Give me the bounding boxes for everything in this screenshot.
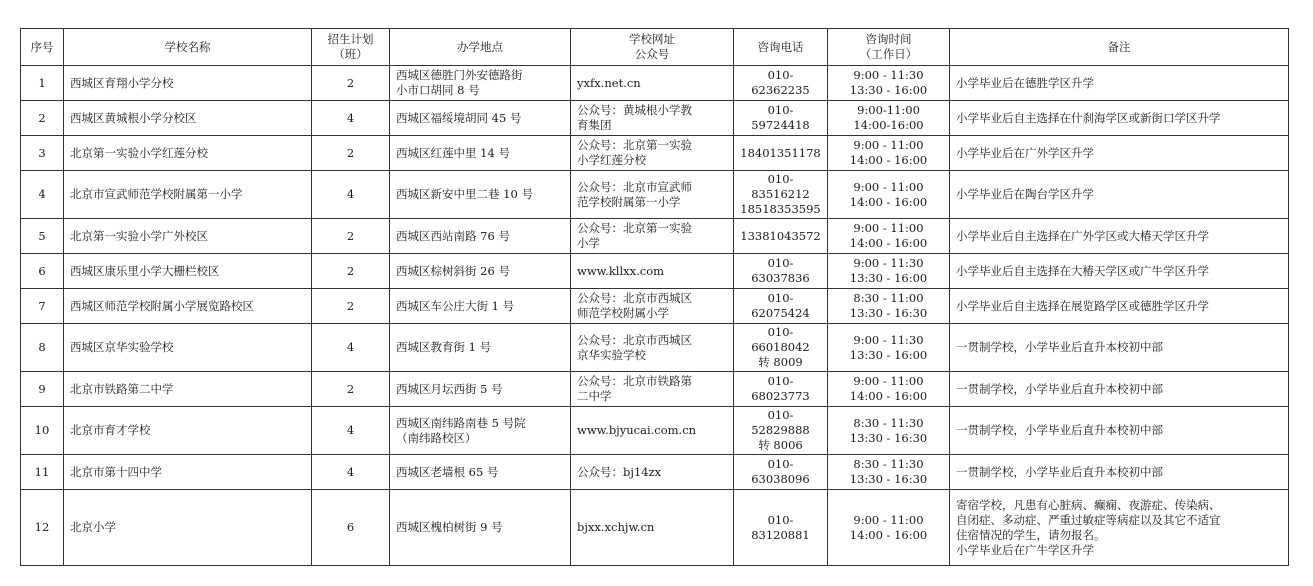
- cell-consult-time-line: 13:30 - 16:30: [849, 430, 928, 445]
- cell-website: [571, 407, 734, 455]
- cell-note-line: 小学毕业后自主选择在广外学区或大椿天学区升学: [956, 228, 1209, 243]
- table-row: [21, 372, 1289, 407]
- cell-website-line: 公众号：bj14zx: [577, 464, 662, 479]
- cell-note-line: 一贯制学校，小学毕业后直升本校初中部: [956, 464, 1163, 479]
- header-website: [571, 29, 734, 66]
- cell-seq: 7: [21, 289, 64, 324]
- cell-phone: [734, 407, 828, 455]
- cell-phone: [734, 136, 828, 171]
- cell-address: [390, 101, 571, 136]
- cell-website-line: www.bjyucai.com.cn: [577, 423, 697, 437]
- cell-address: [390, 490, 571, 566]
- cell-phone-line: 转 8006: [758, 438, 803, 452]
- cell-website: [571, 455, 734, 490]
- cell-website-line: 二中学: [577, 389, 612, 403]
- table-row: [21, 324, 1289, 372]
- cell-note-line: 一贯制学校，小学毕业后直升本校初中部: [956, 381, 1163, 396]
- cell-website: [571, 254, 734, 289]
- cell-consult-time-line: 14:00 - 16:00: [849, 236, 928, 250]
- cell-school-name: 西城区京华实验学校: [64, 324, 312, 372]
- header-note: 备注: [950, 29, 1289, 66]
- cell-enroll-plan: 2: [312, 254, 390, 289]
- table-row: [21, 136, 1289, 171]
- table-body: [21, 66, 1289, 566]
- cell-enroll-plan: 2: [312, 219, 390, 254]
- cell-website: [571, 490, 734, 566]
- cell-note: [950, 372, 1289, 407]
- cell-enroll-plan: 2: [312, 136, 390, 171]
- cell-note: [950, 490, 1289, 566]
- cell-consult-time-line: 14:00 - 16:00: [849, 194, 928, 209]
- cell-phone: [734, 101, 828, 136]
- cell-consult-time-line: 14:00 - 16:00: [849, 153, 928, 167]
- cell-address-line: 西城区福绥境胡同 45 号: [396, 110, 522, 125]
- header-address: 办学地点: [390, 29, 571, 66]
- cell-phone: [734, 372, 828, 407]
- cell-website-line: 小学红莲分校: [577, 153, 646, 167]
- cell-seq: 10: [21, 407, 64, 455]
- cell-seq: 9: [21, 372, 64, 407]
- cell-phone: [734, 324, 828, 372]
- cell-address-line: 西城区新安中里二巷 10 号: [396, 187, 533, 201]
- header-seq: 序号: [21, 29, 64, 66]
- cell-school-name: 西城区师范学校附属小学展览路校区: [64, 289, 312, 324]
- cell-consult-time-line: 9:00 - 11:00: [853, 138, 924, 152]
- cell-address: [390, 254, 571, 289]
- cell-phone-line: 010-68023773: [751, 374, 810, 403]
- header-school-name: 学校名称: [64, 29, 312, 66]
- cell-enroll-plan: 4: [312, 101, 390, 136]
- cell-consult-time-line: 9:00 - 11:30: [853, 256, 924, 270]
- cell-website-line: 公众号：黄城根小学教: [577, 103, 692, 117]
- cell-address-line: 西城区老墙根 65 号: [396, 464, 499, 479]
- cell-consult-time: [828, 219, 950, 254]
- cell-consult-time-line: 8:30 - 11:00: [853, 291, 924, 305]
- cell-phone: [734, 490, 828, 566]
- cell-note-line: 住宿情况的学生，请勿报名。: [956, 527, 1106, 542]
- cell-phone: [734, 455, 828, 490]
- cell-phone: [734, 254, 828, 289]
- cell-school-name: 北京市育才学校: [64, 407, 312, 455]
- cell-consult-time-line: 13:30 - 16:00: [849, 271, 928, 285]
- table-row: [21, 171, 1289, 219]
- cell-website: [571, 171, 734, 219]
- cell-address: [390, 372, 571, 407]
- cell-address-line: 西城区车公庄大街 1 号: [396, 298, 515, 313]
- cell-consult-time-line: 9:00 - 11:00: [853, 512, 924, 527]
- cell-website: [571, 324, 734, 372]
- cell-website-line: 公众号：北京市铁路第: [577, 374, 692, 388]
- cell-note-line: 小学毕业后在广外学区升学: [956, 145, 1094, 160]
- cell-address-line: 西城区南纬路南巷 5 号院: [396, 415, 526, 430]
- cell-address: [390, 171, 571, 219]
- cell-school-name: 北京第一实验小学红莲分校: [64, 136, 312, 171]
- cell-address-line: 西城区德胜门外安德路街: [396, 68, 523, 82]
- cell-consult-time: [828, 324, 950, 372]
- cell-address: [390, 66, 571, 101]
- cell-seq: 6: [21, 254, 64, 289]
- cell-phone-line: 13381043572: [740, 228, 821, 243]
- cell-seq: 1: [21, 66, 64, 101]
- cell-note: [950, 455, 1289, 490]
- cell-website: [571, 66, 734, 101]
- cell-consult-time-line: 13:30 - 16:00: [849, 347, 928, 362]
- cell-phone-line: 010-83516212: [751, 172, 810, 201]
- cell-address-line: （南纬路校区）: [396, 430, 477, 445]
- cell-phone-line: 转 8009: [758, 355, 803, 369]
- cell-website-line: bjxx.xchjw.cn: [577, 520, 655, 534]
- table-header-row: [21, 29, 1289, 66]
- cell-address-line: 西城区教育街 1 号: [396, 340, 492, 354]
- cell-note-line: 一贯制学校，小学毕业后直升本校初中部: [956, 423, 1163, 437]
- cell-website-line: 公众号：北京第一实验: [577, 138, 692, 152]
- cell-school-name: 西城区黄城根小学分校区: [64, 101, 312, 136]
- cell-seq: 11: [21, 455, 64, 490]
- cell-phone-line: 010-63037836: [751, 256, 810, 285]
- cell-address: [390, 136, 571, 171]
- cell-phone: [734, 289, 828, 324]
- school-enrollment-table: [20, 28, 1289, 566]
- cell-seq: 12: [21, 490, 64, 566]
- cell-phone-line: 010-63038096: [751, 457, 810, 486]
- header-enroll-plan-line2: （班）: [333, 47, 368, 61]
- table-row: [21, 407, 1289, 455]
- cell-consult-time-line: 8:30 - 11:30: [853, 457, 924, 471]
- cell-consult-time: [828, 372, 950, 407]
- cell-phone: [734, 66, 828, 101]
- cell-note: [950, 171, 1289, 219]
- cell-note: [950, 101, 1289, 136]
- cell-note-line: 一贯制学校，小学毕业后直升本校初中部: [956, 340, 1163, 354]
- cell-address-line: 西城区棕树斜街 26 号: [396, 263, 510, 278]
- table-row: [21, 66, 1289, 101]
- cell-school-name: 北京市第十四中学: [64, 455, 312, 490]
- cell-website: [571, 136, 734, 171]
- table-row: [21, 490, 1289, 566]
- table-row: [21, 101, 1289, 136]
- cell-address-line: 西城区槐柏树街 9 号: [396, 520, 503, 534]
- table-row: [21, 219, 1289, 254]
- cell-address: [390, 324, 571, 372]
- header-enroll-plan: [312, 29, 390, 66]
- table-row: [21, 289, 1289, 324]
- cell-website-line: 公众号：北京第一实验: [577, 221, 692, 235]
- cell-phone-line: 010-66018042: [751, 325, 810, 354]
- cell-consult-time: [828, 289, 950, 324]
- cell-enroll-plan: 2: [312, 289, 390, 324]
- cell-phone-line: 010-62075424: [751, 291, 810, 320]
- header-consult-time: [828, 29, 950, 66]
- cell-address-line: 西城区西站南路 76 号: [396, 228, 510, 243]
- cell-address: [390, 289, 571, 324]
- cell-consult-time-line: 14:00-16:00: [853, 118, 924, 132]
- cell-consult-time-line: 14:00 - 16:00: [849, 389, 928, 403]
- cell-phone: [734, 219, 828, 254]
- cell-note: [950, 219, 1289, 254]
- cell-enroll-plan: 4: [312, 171, 390, 219]
- cell-phone-line: 18401351178: [740, 145, 821, 160]
- header-phone: 咨询电话: [734, 29, 828, 66]
- cell-note: [950, 407, 1289, 455]
- cell-website-line: 范学校附属第一小学: [577, 194, 681, 209]
- cell-school-name: 西城区康乐里小学大栅栏校区: [64, 254, 312, 289]
- cell-note-line: 自闭症、多动症、严重过敏症等病症以及其它不适宜: [956, 512, 1221, 527]
- cell-consult-time-line: 9:00 - 11:30: [853, 68, 924, 82]
- header-consult-time-line2: （工作日）: [859, 47, 918, 61]
- cell-note-line: 小学毕业后在德胜学区升学: [956, 75, 1094, 90]
- cell-website: [571, 219, 734, 254]
- cell-note: [950, 136, 1289, 171]
- cell-enroll-plan: 2: [312, 372, 390, 407]
- cell-website-line: 公众号：北京市西城区: [577, 291, 692, 305]
- cell-address-line: 西城区红莲中里 14 号: [396, 145, 510, 160]
- cell-consult-time: [828, 455, 950, 490]
- cell-consult-time: [828, 407, 950, 455]
- cell-consult-time-line: 8:30 - 11:30: [853, 415, 924, 430]
- cell-school-name: 北京第一实验小学广外校区: [64, 219, 312, 254]
- cell-consult-time-line: 9:00-11:00: [857, 103, 920, 117]
- cell-consult-time: [828, 490, 950, 566]
- cell-address-line: 西城区月坛西街 5 号: [396, 381, 503, 396]
- cell-website-line: 京华实验学校: [577, 347, 646, 362]
- cell-consult-time: [828, 66, 950, 101]
- header-website-line1: 学校网址: [629, 32, 675, 46]
- cell-phone: [734, 171, 828, 219]
- cell-enroll-plan: 2: [312, 66, 390, 101]
- cell-phone-line: 010-62362235: [751, 68, 810, 97]
- cell-school-name: 北京市铁路第二中学: [64, 372, 312, 407]
- cell-website: [571, 372, 734, 407]
- cell-website-line: 公众号：北京市宣武师: [577, 179, 692, 194]
- cell-enroll-plan: 4: [312, 324, 390, 372]
- cell-note-line: 小学毕业后在广牛学区升学: [956, 542, 1094, 557]
- cell-address-line: 小市口胡同 8 号: [396, 83, 480, 97]
- cell-phone-line: 18518353595: [740, 202, 821, 216]
- cell-website-line: 小学: [577, 236, 600, 250]
- cell-note-line: 小学毕业后在陶台学区升学: [956, 187, 1094, 201]
- cell-website-line: 师范学校附属小学: [577, 306, 669, 320]
- table-row: [21, 455, 1289, 490]
- cell-seq: 2: [21, 101, 64, 136]
- cell-note: [950, 289, 1289, 324]
- cell-website-line: 育集团: [577, 118, 612, 132]
- cell-note-line: 小学毕业后自主选择在展览路学区或德胜学区升学: [956, 298, 1209, 313]
- cell-enroll-plan: 6: [312, 490, 390, 566]
- cell-school-name: 北京市宣武师范学校附属第一小学: [64, 171, 312, 219]
- cell-note: [950, 324, 1289, 372]
- cell-consult-time-line: 9:00 - 11:00: [853, 179, 924, 194]
- cell-website: [571, 101, 734, 136]
- cell-consult-time: [828, 136, 950, 171]
- cell-school-name: 西城区育翔小学分校: [64, 66, 312, 101]
- cell-consult-time: [828, 254, 950, 289]
- cell-consult-time-line: 9:00 - 11:30: [853, 332, 924, 347]
- header-consult-time-line1: 咨询时间: [865, 32, 912, 46]
- cell-phone-line: 010-83120881: [751, 512, 810, 542]
- cell-note-line: 寄宿学校，凡患有心脏病、癫痫、夜游症、传染病、: [956, 497, 1221, 512]
- cell-enroll-plan: 4: [312, 455, 390, 490]
- cell-consult-time-line: 13:30 - 16:30: [849, 306, 928, 320]
- cell-address: [390, 407, 571, 455]
- header-enroll-plan-line1: 招生计划: [327, 32, 374, 46]
- cell-seq: 8: [21, 324, 64, 372]
- cell-school-name: 北京小学: [64, 490, 312, 566]
- cell-note: [950, 66, 1289, 101]
- cell-address: [390, 219, 571, 254]
- cell-consult-time-line: 9:00 - 11:00: [853, 221, 924, 235]
- cell-consult-time-line: 9:00 - 11:00: [853, 374, 924, 388]
- table-row: [21, 254, 1289, 289]
- cell-consult-time-line: 13:30 - 16:00: [849, 83, 928, 97]
- cell-note: [950, 254, 1289, 289]
- cell-website: [571, 289, 734, 324]
- cell-seq: 5: [21, 219, 64, 254]
- cell-seq: 3: [21, 136, 64, 171]
- cell-enroll-plan: 4: [312, 407, 390, 455]
- cell-note-line: 小学毕业后自主选择在什刹海学区或新街口学区升学: [956, 110, 1221, 125]
- cell-phone-line: 010-59724418: [751, 103, 810, 132]
- cell-website-line: yxfx.net.cn: [577, 75, 641, 90]
- cell-address: [390, 455, 571, 490]
- cell-phone-line: 010-52829888: [751, 408, 810, 437]
- header-website-line2: 公众号: [634, 47, 670, 61]
- cell-website-line: 公众号：北京市西城区: [577, 332, 692, 347]
- cell-website-line: www.kllxx.com: [577, 263, 665, 278]
- cell-seq: 4: [21, 171, 64, 219]
- cell-note-line: 小学毕业后自主选择在大椿天学区或广牛学区升学: [956, 263, 1209, 278]
- cell-consult-time: [828, 171, 950, 219]
- cell-consult-time-line: 14:00 - 16:00: [849, 527, 928, 542]
- cell-consult-time: [828, 101, 950, 136]
- cell-consult-time-line: 13:30 - 16:30: [849, 472, 928, 486]
